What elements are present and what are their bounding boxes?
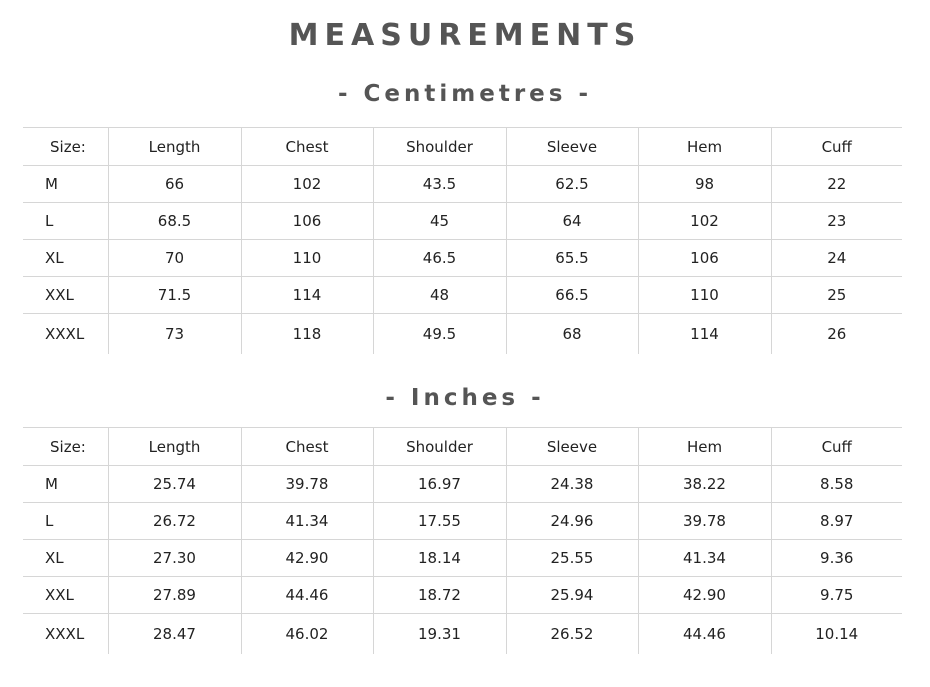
table-cell: 114 bbox=[241, 277, 373, 314]
table-cell: 43.5 bbox=[373, 166, 506, 203]
table-cell: 24 bbox=[771, 240, 902, 277]
table-cell: 45 bbox=[373, 203, 506, 240]
header-cell: Hem bbox=[638, 128, 771, 166]
size-cell: L bbox=[23, 503, 108, 540]
table-cell: 38.22 bbox=[638, 466, 771, 503]
table-cell: 18.72 bbox=[373, 577, 506, 614]
header-cell: Length bbox=[108, 428, 241, 466]
table-cell: 110 bbox=[241, 240, 373, 277]
table-cell: 26 bbox=[771, 314, 902, 355]
centimetres-table bbox=[23, 127, 902, 354]
table-cell: 70 bbox=[108, 240, 241, 277]
table-cell: 18.14 bbox=[373, 540, 506, 577]
table-row bbox=[23, 277, 902, 314]
header-cell: Shoulder bbox=[373, 428, 506, 466]
table-cell: 41.34 bbox=[241, 503, 373, 540]
table-cell: 62.5 bbox=[506, 166, 638, 203]
table-cell: 10.14 bbox=[771, 614, 902, 655]
table-cell: 68.5 bbox=[108, 203, 241, 240]
table-cell: 19.31 bbox=[373, 614, 506, 655]
table-cell: 106 bbox=[638, 240, 771, 277]
table-cell: 44.46 bbox=[638, 614, 771, 655]
table-row bbox=[23, 540, 902, 577]
table-cell: 26.52 bbox=[506, 614, 638, 655]
table-row bbox=[23, 166, 902, 203]
table-cell: 64 bbox=[506, 203, 638, 240]
table-cell: 17.55 bbox=[373, 503, 506, 540]
size-cell: M bbox=[23, 166, 108, 203]
table-cell: 25 bbox=[771, 277, 902, 314]
size-cell: L bbox=[23, 203, 108, 240]
table-cell: 66.5 bbox=[506, 277, 638, 314]
table-cell: 25.94 bbox=[506, 577, 638, 614]
size-cell: XXXL bbox=[45, 325, 85, 343]
table-cell: 9.36 bbox=[771, 540, 902, 577]
table-cell: 102 bbox=[241, 166, 373, 203]
table-cell: 73 bbox=[108, 314, 241, 355]
table-cell: 8.58 bbox=[771, 466, 902, 503]
size-cell: XL bbox=[23, 540, 108, 577]
table-cell: 48 bbox=[373, 277, 506, 314]
header-cell: Length bbox=[108, 128, 241, 166]
header-cell: Size: bbox=[23, 428, 108, 466]
table-row bbox=[23, 614, 902, 655]
table-cell: 9.75 bbox=[771, 577, 902, 614]
table-cell: 49.5 bbox=[373, 314, 506, 355]
table-row bbox=[23, 503, 902, 540]
table-row bbox=[23, 203, 902, 240]
header-cell: Cuff bbox=[771, 428, 902, 466]
header-cell: Chest bbox=[241, 428, 373, 466]
inches-heading: - Inches - bbox=[385, 385, 545, 411]
table-cell: 42.90 bbox=[638, 577, 771, 614]
table-cell: 68 bbox=[506, 314, 638, 355]
table-cell: 106 bbox=[241, 203, 373, 240]
table-cell: 25.74 bbox=[108, 466, 241, 503]
header-cell: Cuff bbox=[771, 128, 902, 166]
table-cell: 110 bbox=[638, 277, 771, 314]
table-row bbox=[23, 240, 902, 277]
table-cell: 42.90 bbox=[241, 540, 373, 577]
table-header-row bbox=[23, 128, 902, 166]
table-cell: 16.97 bbox=[373, 466, 506, 503]
table-cell: 8.97 bbox=[771, 503, 902, 540]
header-cell: Sleeve bbox=[506, 428, 638, 466]
table-header-row bbox=[23, 428, 902, 466]
table-cell: 102 bbox=[638, 203, 771, 240]
table-cell: 46.5 bbox=[373, 240, 506, 277]
table-cell: 22 bbox=[771, 166, 902, 203]
table-cell: 39.78 bbox=[241, 466, 373, 503]
header-cell: Size: bbox=[23, 128, 108, 166]
table-cell: 24.96 bbox=[506, 503, 638, 540]
table-cell: 98 bbox=[638, 166, 771, 203]
header-cell: Shoulder bbox=[373, 128, 506, 166]
header-cell: Chest bbox=[241, 128, 373, 166]
table-row bbox=[23, 466, 902, 503]
table-cell: 27.89 bbox=[108, 577, 241, 614]
inches-table bbox=[23, 427, 902, 654]
table-cell: 28.47 bbox=[108, 614, 241, 655]
table-cell: 23 bbox=[771, 203, 902, 240]
page-title: MEASUREMENTS bbox=[288, 18, 642, 53]
size-cell: M bbox=[23, 466, 108, 503]
table-cell: 24.38 bbox=[506, 466, 638, 503]
table-cell: 66 bbox=[108, 166, 241, 203]
table-cell: 39.78 bbox=[638, 503, 771, 540]
table-cell: 44.46 bbox=[241, 577, 373, 614]
header-cell: Sleeve bbox=[506, 128, 638, 166]
table-cell: 41.34 bbox=[638, 540, 771, 577]
size-cell: XXL bbox=[23, 277, 108, 314]
table-row bbox=[23, 577, 902, 614]
table-cell: 114 bbox=[638, 314, 771, 355]
table-cell: 65.5 bbox=[506, 240, 638, 277]
centimetres-heading: - Centimetres - bbox=[337, 81, 593, 107]
size-cell: XXL bbox=[23, 577, 108, 614]
table-cell: 27.30 bbox=[108, 540, 241, 577]
table-cell: 46.02 bbox=[241, 614, 373, 655]
header-cell: Hem bbox=[638, 428, 771, 466]
table-row bbox=[23, 314, 902, 355]
size-cell: XXXL bbox=[45, 625, 85, 643]
table-cell: 25.55 bbox=[506, 540, 638, 577]
size-cell: XL bbox=[23, 240, 108, 277]
table-cell: 26.72 bbox=[108, 503, 241, 540]
table-cell: 118 bbox=[241, 314, 373, 355]
table-cell: 71.5 bbox=[108, 277, 241, 314]
